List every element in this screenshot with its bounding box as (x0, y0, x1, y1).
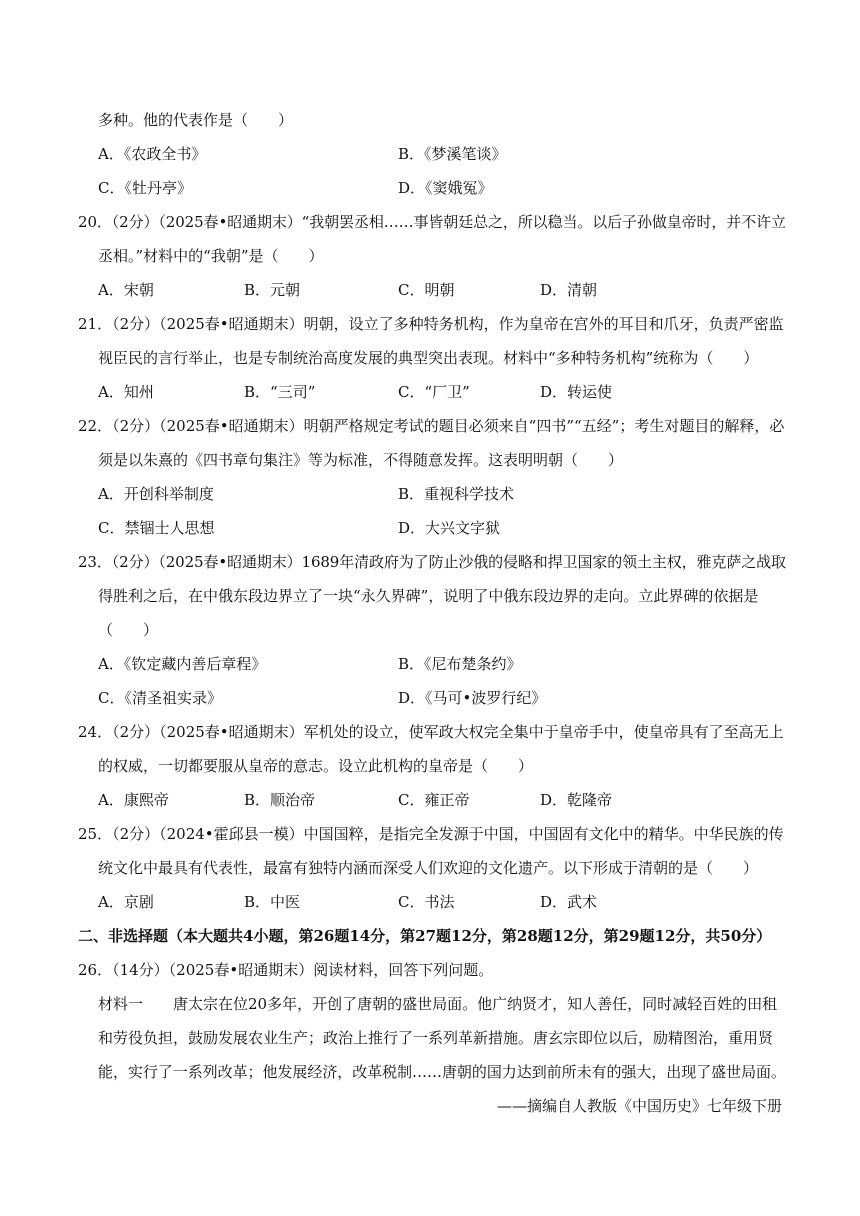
q19-stem-end: 多种。他的代表作是（ ） (98, 111, 294, 129)
material-1-line2: 和劳役负担，鼓励发展农业生产；政治上推行了一系列革新措施。唐玄宗即位以后，励精图治，重用贤 (98, 1029, 774, 1047)
q25-stem-line1: 25．（2分）（2024•霍邱县一模）中国国粹，是指完全发源于中国，中国固有文化中的精华。中华民族的传 (78, 825, 784, 843)
q24-option-d: D．乾隆帝 (540, 791, 613, 809)
q22-option-b: B．重视科学技术 (398, 485, 515, 503)
q25-option-a: A．京剧 (98, 893, 154, 911)
q21-option-c: C．“厂卫” (398, 383, 470, 401)
q24-option-a: A．康熙帝 (98, 791, 169, 809)
q23-option-d: D．《马可•波罗行纪》 (398, 689, 547, 707)
q23-option-c: C．《清圣祖实录》 (98, 689, 222, 707)
q20-stem-line2: 丞相。”材料中的“我朝”是（ ） (98, 247, 324, 265)
q19-option-d: D．《窦娥冤》 (398, 179, 493, 197)
q23-option-b: B．《尼布楚条约》 (398, 655, 522, 673)
q21-stem-line1: 21．（2分）（2025春•昭通期末）明朝，设立了多种特务机构，作为皇帝在宫外的耳目和爪牙，负责严密监 (78, 315, 784, 333)
q25-option-b: B．中医 (244, 893, 301, 911)
q20-option-c: C．明朝 (398, 281, 455, 299)
q19-option-c: C．《牡丹亭》 (98, 179, 192, 197)
q20-stem-line1: 20．（2分）（2025春•昭通期末）“我朝罢丞相……事皆朝廷总之，所以稳当。以后子孙做皇帝时，并不许立 (78, 213, 786, 231)
q23-stem-line3: （ ） (98, 621, 159, 639)
q24-option-c: C．雍正帝 (398, 791, 470, 809)
q19-option-a: A．《农政全书》 (98, 145, 207, 163)
q19-option-b: B．《梦溪笔谈》 (398, 145, 507, 163)
q24-option-b: B．顺治帝 (244, 791, 316, 809)
q25-option-d: D．武术 (540, 893, 598, 911)
q25-stem-line2: 统文化中最具有代表性，最富有独特内涵而深受人们欢迎的文化遗产。以下形成于清朝的是（ ） (98, 859, 759, 877)
q24-stem-line2: 的权威，一切都要服从皇帝的意志。设立此机构的皇帝是（ ） (98, 757, 534, 775)
q22-option-a: A．开创科举制度 (98, 485, 214, 503)
q21-option-b: B．“三司” (244, 383, 316, 401)
q21-option-a: A．知州 (98, 383, 154, 401)
q22-stem-line1: 22．（2分）（2025春•昭通期末）明朝严格规定考试的题目必须来自“四书”“五经”；考生对题目的解释，必 (78, 417, 785, 435)
q26-stem: 26．（14分）（2025春•昭通期末）阅读材料，回答下列问题。 (78, 961, 494, 979)
q20-option-b: B．元朝 (244, 281, 301, 299)
material-1-line3: 能，实行了一系列改革；他发展经济，改革税制……唐朝的国力达到前所未有的强大，出现了盛世局面。 (98, 1063, 786, 1081)
q23-option-a: A．《钦定藏内善后章程》 (98, 655, 267, 673)
q21-option-d: D．转运使 (540, 383, 613, 401)
material-1-source: ——摘编自人教版《中国历史》七年级下册 (496, 1097, 782, 1115)
q20-option-a: A．宋朝 (98, 281, 154, 299)
q22-option-c: C．禁锢士人思想 (98, 519, 215, 537)
material-1-line1: 材料一 唐太宗在位20多年，开创了唐朝的盛世局面。他广纳贤才，知人善任，同时减轻百姓的田租 (98, 995, 778, 1013)
q23-stem-line1: 23．（2分）（2025春•昭通期末）1689年清政府为了防止沙俄的侵略和捍卫国家的领土主权，雅克萨之战取 (78, 553, 786, 571)
q20-option-d: D．清朝 (540, 281, 598, 299)
section-2-heading: 二、非选择题（本大题共4小题，第26题14分，第27题12分，第28题12分，第29题12分，共50分） (78, 927, 772, 945)
q25-option-c: C．书法 (398, 893, 455, 911)
q23-stem-line2: 得胜利之后，在中俄东段边界立了一块“永久界碑”，说明了中俄东段边界的走向。立此界碑的依据是 (98, 587, 759, 605)
q24-stem-line1: 24．（2分）（2025春•昭通期末）军机处的设立，使军政大权完全集中于皇帝手中，使皇帝具有了至高无上 (78, 723, 784, 741)
q21-stem-line2: 视臣民的言行举止，也是专制统治高度发展的典型突出表现。材料中“多种特务机构”统称为（ ） (98, 349, 759, 367)
q22-stem-line2: 须是以朱熹的《四书章句集注》等为标准，不得随意发挥。这表明明朝（ ） (98, 451, 624, 469)
q22-option-d: D．大兴文字狱 (398, 519, 501, 537)
